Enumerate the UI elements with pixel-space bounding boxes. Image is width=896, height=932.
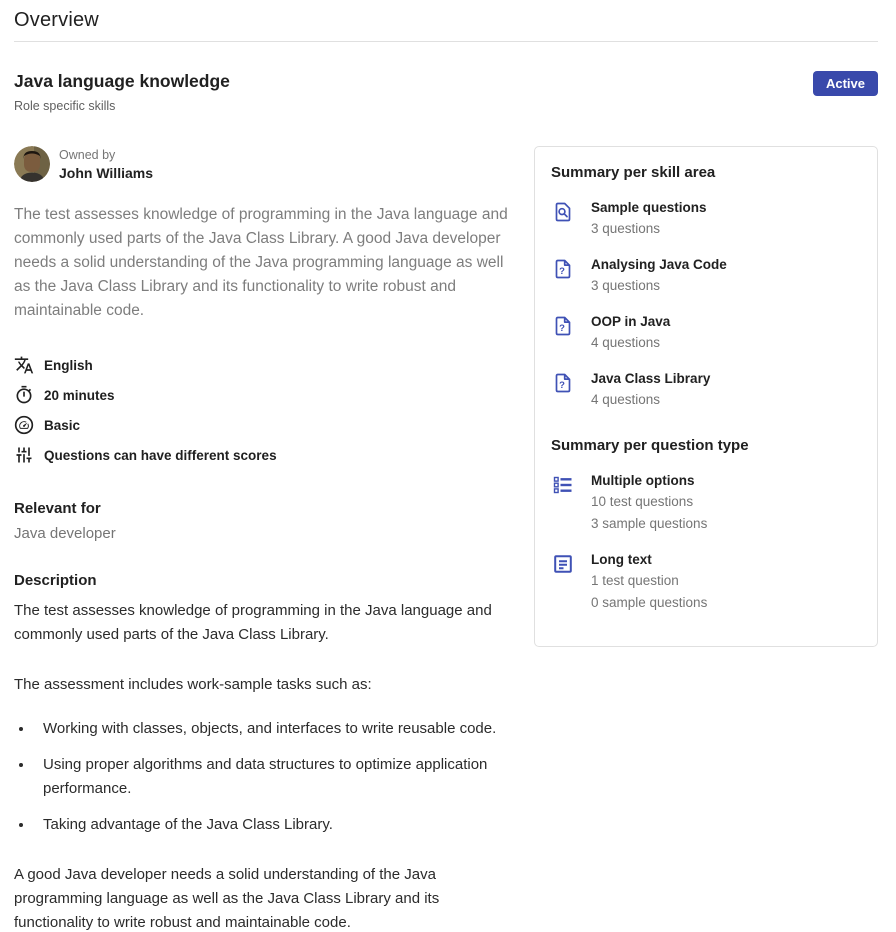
skill-area-item-count: 3 questions (591, 221, 661, 236)
test-meta-list (14, 350, 514, 470)
status-badge: Active (813, 71, 878, 96)
description-heading: Description (14, 572, 97, 589)
skill-area-item-title: Analysing Java Code (591, 257, 727, 272)
relevant-for-section (14, 500, 514, 542)
gauge-icon (14, 415, 34, 435)
skill-area-items (551, 199, 861, 410)
article-icon (551, 552, 575, 576)
skill-area-item-text (591, 370, 710, 410)
description-bullet-list (34, 717, 514, 837)
relevant-for-value: Java developer (14, 525, 116, 542)
question-type-item-title: Long text (591, 552, 652, 567)
meta-duration-label: 20 minutes (44, 387, 115, 403)
skill-area-item-title: Sample questions (591, 200, 707, 215)
question-type-item-count: 0 sample questions (591, 595, 708, 610)
relevant-for-heading: Relevant for (14, 500, 101, 517)
list-item: • Taking advantage of the Java Class Library. (34, 813, 514, 837)
page-header (14, 0, 878, 42)
skill-area-item-title: Java Class Library (591, 371, 711, 386)
document-question-icon (551, 257, 575, 281)
question-type-item-text (591, 472, 707, 534)
question-type-item-text (591, 551, 707, 613)
svg-text:?: ? (559, 380, 565, 391)
test-title: Java language knowledge (14, 71, 230, 91)
question-type-items (551, 472, 861, 613)
timer-icon (14, 385, 34, 405)
skill-area-heading: Summary per skill area (551, 164, 716, 181)
skill-area-item-count: 3 questions (591, 278, 661, 293)
skill-area-item (551, 370, 861, 410)
description-section (14, 572, 514, 932)
meta-item-duration (14, 380, 514, 410)
translate-icon (14, 355, 34, 375)
summary-card (534, 146, 878, 647)
document-search-icon (551, 200, 575, 224)
list-item: • Working with classes, objects, and interfaces to write reusable code. (34, 717, 514, 741)
test-title-block (14, 71, 230, 113)
skill-area-item-text (591, 256, 727, 296)
test-category: Role specific skills (14, 99, 116, 113)
svg-text:?: ? (559, 323, 565, 334)
list-item: • Using proper algorithms and data structures to optimize application performance. (34, 753, 514, 801)
question-type-item-count: 10 test questions (591, 494, 694, 509)
skill-area-item-count: 4 questions (591, 335, 661, 350)
meta-item-language (14, 350, 514, 380)
question-type-item-count: 1 test question (591, 573, 679, 588)
document-question-icon (551, 371, 575, 395)
skill-area-item-text (591, 313, 670, 353)
skill-area-item-title: OOP in Java (591, 314, 671, 329)
skill-area-item (551, 256, 861, 296)
question-type-heading: Summary per question type (551, 437, 749, 454)
owner-row (14, 146, 514, 182)
skill-area-item (551, 199, 861, 239)
list-icon (551, 473, 575, 497)
tune-icon (14, 445, 34, 465)
description-paragraph-1: The test assesses knowledge of programming in the Java language and commonly used parts of the Java Class Library. (14, 602, 492, 643)
meta-item-scoring (14, 440, 514, 470)
question-type-item-count: 3 sample questions (591, 516, 708, 531)
meta-language-label: English (44, 357, 93, 373)
content-columns (14, 146, 878, 932)
meta-level-label: Basic (44, 417, 81, 433)
question-type-item (551, 551, 861, 613)
owner-text (59, 148, 153, 181)
description-paragraph-2: The assessment includes work-sample tasks such as: (14, 676, 372, 693)
avatar-photo (14, 146, 50, 182)
meta-scoring-label: Questions can have different scores (44, 447, 277, 463)
owner-name: John Williams (59, 164, 154, 181)
question-type-item (551, 472, 861, 534)
page-title: Overview (14, 9, 99, 31)
skill-area-item-text (591, 199, 707, 239)
question-type-item-title: Multiple options (591, 473, 695, 488)
meta-item-level (14, 410, 514, 440)
owned-by-label: Owned by (59, 147, 116, 162)
svg-text:?: ? (559, 266, 565, 277)
test-details-column (14, 146, 514, 932)
skill-area-item (551, 313, 861, 353)
test-summary-text: The test assesses knowledge of programming in the Java language and commonly used parts of the Java Class Library. A good Java developer needs a solid understanding of the Java programming language as well as the Java Class Library and its functionality to write robust and maintainable code. (14, 206, 508, 319)
document-question-icon (551, 314, 575, 338)
avatar (14, 146, 50, 182)
test-title-row (14, 71, 878, 113)
description-paragraph-3: A good Java developer needs a solid understanding of the Java programming language as well as the Java Class Library and its functionality to write robust and maintainable code. (14, 866, 440, 931)
skill-area-item-count: 4 questions (591, 392, 661, 407)
